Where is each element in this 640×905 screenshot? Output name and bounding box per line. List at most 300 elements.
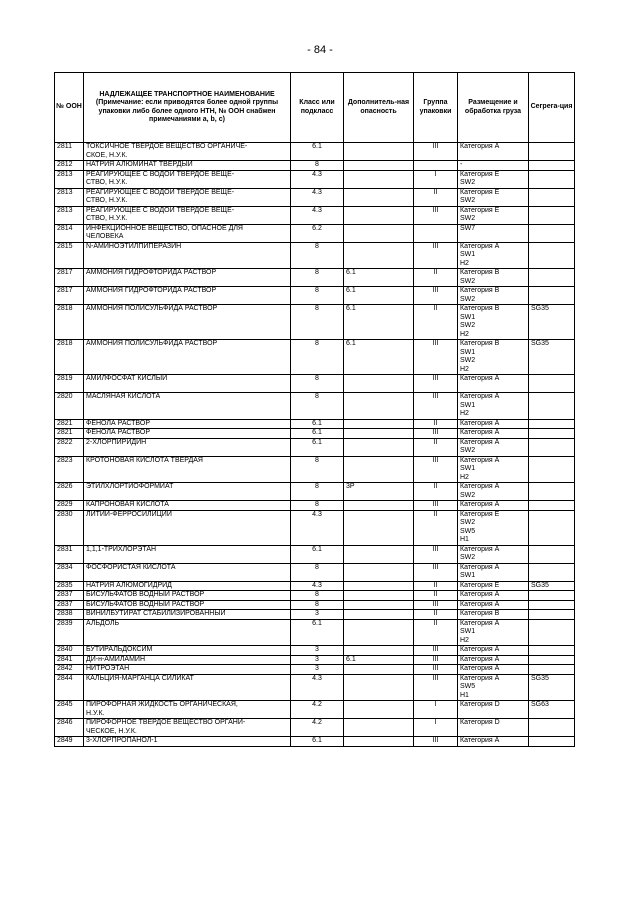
cell-shipping-name-line: НИТРОЭТАН	[86, 665, 130, 672]
cell-stowage-line: Категория A	[460, 419, 500, 427]
cell-stowage-line: Категория A	[460, 646, 500, 653]
cell-un-number: 2844	[55, 674, 84, 701]
cell-un-number: 2834	[55, 563, 84, 581]
cell-stowage-line: Категория E	[460, 170, 500, 178]
cell-class: 8	[291, 393, 344, 420]
table-row	[55, 419, 575, 429]
cell-un-number: 2814	[55, 224, 84, 242]
cell-shipping-name-line: N-АМИНОЭТИЛПИПЕРАЗИН	[86, 242, 182, 250]
cell-stowage-line: H2	[460, 330, 469, 338]
cell-class: 4.2	[291, 719, 344, 737]
cell-shipping-name	[84, 429, 291, 439]
cell-stowage	[458, 269, 529, 287]
cell-segregation: SG35	[529, 581, 575, 591]
cell-shipping-name-line: БИСУЛЬФАТОВ ВОДНЫЙ РАСТВОР	[86, 600, 205, 608]
cell-segregation	[529, 646, 575, 656]
cell-stowage	[458, 600, 529, 610]
cell-segregation	[529, 563, 575, 581]
table-row	[55, 340, 575, 375]
cell-stowage-line: SW7	[460, 224, 476, 232]
cell-shipping-name	[84, 287, 291, 305]
cell-stowage-line: Категория A	[460, 242, 500, 250]
cell-segregation: SG35	[529, 674, 575, 701]
cell-class: 8	[291, 340, 344, 375]
cell-un-number: 2831	[55, 545, 84, 563]
cell-class: 6.1	[291, 143, 344, 161]
cell-shipping-name-line: ЧЕЛОВЕКА	[86, 233, 124, 240]
table-row	[55, 581, 575, 591]
cell-stowage	[458, 170, 529, 188]
cell-stowage-line: Категория A	[460, 143, 500, 150]
header-shipping-name-note: (Примечание: если приводятся более одной группы упаковки либо более одного НТН, № ООН снабжен примечаниями a, b, c)	[95, 99, 279, 123]
cell-shipping-name-line: БУТИРАЛЬДОКСИМ	[86, 646, 153, 653]
cell-stowage-line: SW2	[460, 215, 476, 222]
cell-shipping-name	[84, 438, 291, 456]
cell-segregation	[529, 429, 575, 439]
cell-stowage-line: SW5	[460, 527, 476, 535]
cell-segregation: SG35	[529, 340, 575, 375]
cell-stowage-line: SW2	[460, 295, 476, 303]
cell-un-number: 2826	[55, 483, 84, 501]
cell-shipping-name-line: НАТРИЯ АЛЮМОГИДРИД	[86, 581, 172, 589]
cell-shipping-name	[84, 619, 291, 646]
cell-shipping-name-line: ЭТИЛХЛОРТИОФОРМИАТ	[86, 483, 174, 490]
cell-stowage-line: SW2	[460, 491, 476, 499]
cell-shipping-name-line: ИНФЕКЦИОННОЕ ВЕЩЕСТВО, ОПАСНОЕ ДЛЯ	[86, 224, 243, 232]
cell-shipping-name-line: ВИНИЛБУТИРАТ СТАБИЛИЗИРОВАННЫЙ	[86, 610, 226, 617]
cell-shipping-name	[84, 269, 291, 287]
cell-class: 4.3	[291, 188, 344, 206]
cell-class: 8	[291, 591, 344, 601]
cell-stowage	[458, 581, 529, 591]
cell-subsidiary-risk	[344, 563, 414, 581]
cell-stowage	[458, 393, 529, 420]
cell-class: 4.3	[291, 510, 344, 545]
cell-stowage-line: Категория B	[460, 269, 500, 276]
cell-shipping-name	[84, 188, 291, 206]
cell-shipping-name-line: РЕАГИРУЮЩЕЕ С ВОДОЙ ТВЕРДОЕ ВЕЩЕ-	[86, 188, 235, 196]
cell-packing-group: III	[414, 375, 458, 393]
cell-un-number: 2819	[55, 375, 84, 393]
cell-stowage-line: H2	[460, 259, 469, 267]
cell-un-number: 2823	[55, 456, 84, 483]
table-row	[55, 143, 575, 161]
cell-packing-group: III	[414, 340, 458, 375]
cell-class: 4.3	[291, 674, 344, 701]
cell-stowage-line: -	[460, 161, 463, 168]
cell-packing-group: III	[414, 143, 458, 161]
cell-packing-group: II	[414, 438, 458, 456]
cell-subsidiary-risk	[344, 170, 414, 188]
cell-subsidiary-risk: 6.1	[344, 655, 414, 665]
cell-subsidiary-risk	[344, 161, 414, 171]
table-row	[55, 591, 575, 601]
cell-class: 6.1	[291, 737, 344, 747]
cell-segregation	[529, 419, 575, 429]
cell-packing-group: III	[414, 665, 458, 675]
cell-segregation	[529, 456, 575, 483]
cell-class: 8	[291, 483, 344, 501]
cell-segregation	[529, 510, 575, 545]
cell-stowage-line: Категория B	[460, 340, 500, 347]
cell-shipping-name-line: АММОНИЯ ГИДРОФТОРИДА РАСТВОР	[86, 287, 217, 294]
cell-class: 6.1	[291, 545, 344, 563]
cell-packing-group: II	[414, 483, 458, 501]
cell-packing-group: II	[414, 305, 458, 340]
dangerous-goods-table	[54, 72, 575, 747]
cell-shipping-name	[84, 655, 291, 665]
cell-stowage-line: Категория A	[460, 674, 500, 682]
table-row	[55, 719, 575, 737]
cell-segregation	[529, 287, 575, 305]
cell-segregation	[529, 393, 575, 420]
cell-subsidiary-risk: 6.1	[344, 269, 414, 287]
cell-shipping-name-line: СТВО, Н.У.К.	[86, 215, 128, 222]
table-row	[55, 563, 575, 581]
table-row	[55, 438, 575, 456]
cell-packing-group	[414, 224, 458, 242]
cell-shipping-name-line: АММОНИЯ ПОЛИСУЛЬФИДА РАСТВОР	[86, 305, 218, 312]
cell-shipping-name	[84, 242, 291, 269]
cell-packing-group: II	[414, 591, 458, 601]
cell-un-number: 2818	[55, 340, 84, 375]
cell-packing-group: III	[414, 501, 458, 511]
cell-stowage	[458, 429, 529, 439]
cell-stowage-line: SW1	[460, 572, 476, 579]
cell-un-number: 2839	[55, 619, 84, 646]
cell-segregation	[529, 375, 575, 393]
cell-stowage-line: Категория D	[460, 701, 500, 708]
cell-shipping-name	[84, 545, 291, 563]
cell-segregation	[529, 483, 575, 501]
cell-stowage-line: Категория A	[460, 456, 500, 464]
cell-packing-group: III	[414, 737, 458, 747]
cell-shipping-name-line: ФОСФОРИСТАЯ КИСЛОТА	[86, 563, 176, 571]
cell-stowage-line: SW1	[460, 348, 476, 356]
cell-stowage	[458, 665, 529, 675]
cell-subsidiary-risk	[344, 545, 414, 563]
cell-shipping-name	[84, 719, 291, 737]
cell-segregation	[529, 161, 575, 171]
cell-un-number: 2815	[55, 242, 84, 269]
cell-stowage	[458, 483, 529, 501]
cell-un-number: 2838	[55, 610, 84, 620]
cell-un-number: 2829	[55, 501, 84, 511]
table-row	[55, 701, 575, 719]
cell-stowage-line: Категория E	[460, 510, 500, 518]
cell-packing-group: III	[414, 242, 458, 269]
header-un-number: № ООН	[55, 73, 84, 143]
cell-stowage	[458, 646, 529, 656]
table-row	[55, 737, 575, 747]
cell-stowage-line: Категория B	[460, 287, 500, 294]
cell-stowage	[458, 510, 529, 545]
header-subsidiary-risk: Дополнитель-ная опасность	[344, 73, 414, 143]
cell-shipping-name-line: ПИРОФОРНОЕ ТВЕРДОЕ ВЕЩЕСТВО ОРГАНИ-	[86, 719, 246, 726]
cell-segregation	[529, 170, 575, 188]
table-row	[55, 206, 575, 224]
cell-packing-group: II	[414, 419, 458, 429]
cell-un-number: 2813	[55, 188, 84, 206]
cell-stowage	[458, 340, 529, 375]
cell-packing-group: I	[414, 701, 458, 719]
cell-shipping-name-line: ТОКСИЧНОЕ ТВЕРДОЕ ВЕЩЕСТВО ОРГАНИЧЕ-	[86, 143, 248, 150]
cell-shipping-name-line: 1,1,1-ТРИХЛОРЭТАН	[86, 545, 157, 553]
cell-stowage-line: H1	[460, 691, 469, 699]
cell-stowage-line: SW2	[460, 322, 476, 329]
cell-stowage-line: Категория A	[460, 655, 500, 663]
table-row	[55, 375, 575, 393]
cell-class: 6.1	[291, 419, 344, 429]
cell-stowage-line: SW1	[460, 628, 476, 635]
cell-stowage-line: Категория A	[460, 483, 500, 490]
table-row	[55, 305, 575, 340]
cell-subsidiary-risk	[344, 610, 414, 620]
cell-packing-group: III	[414, 456, 458, 483]
cell-un-number: 2841	[55, 655, 84, 665]
cell-un-number: 2842	[55, 665, 84, 675]
cell-shipping-name	[84, 600, 291, 610]
cell-packing-group: III	[414, 563, 458, 581]
cell-un-number: 2846	[55, 719, 84, 737]
cell-class: 4.2	[291, 701, 344, 719]
table-row	[55, 655, 575, 665]
table-row	[55, 287, 575, 305]
cell-stowage	[458, 206, 529, 224]
cell-packing-group: III	[414, 674, 458, 701]
cell-subsidiary-risk	[344, 438, 414, 456]
table-row	[55, 269, 575, 287]
cell-stowage-line: Категория A	[460, 563, 500, 571]
cell-subsidiary-risk	[344, 619, 414, 646]
cell-shipping-name-line: ЛИТИЙ-ФЕРРОСИЛИЦИЙ	[86, 510, 172, 518]
cell-subsidiary-risk	[344, 665, 414, 675]
cell-shipping-name-line: КАПРОНОВАЯ КИСЛОТА	[86, 501, 169, 508]
cell-segregation	[529, 655, 575, 665]
cell-segregation	[529, 501, 575, 511]
cell-shipping-name-line: 3-ХЛОРПРОПАНОЛ-1	[86, 737, 158, 744]
cell-subsidiary-risk	[344, 206, 414, 224]
cell-class: 6.1	[291, 429, 344, 439]
cell-stowage-line: Категория A	[460, 665, 500, 672]
cell-stowage-line	[460, 384, 526, 393]
table-row	[55, 501, 575, 511]
cell-class: 8	[291, 242, 344, 269]
cell-shipping-name	[84, 674, 291, 701]
cell-subsidiary-risk	[344, 510, 414, 545]
header-class: Класс или подкласс	[291, 73, 344, 143]
cell-shipping-name	[84, 501, 291, 511]
cell-stowage	[458, 619, 529, 646]
cell-class: 3	[291, 655, 344, 665]
cell-stowage-line: SW2	[460, 277, 476, 285]
cell-stowage-line: SW2	[460, 554, 476, 561]
cell-stowage-line: Категория A	[460, 600, 500, 608]
cell-segregation: SG63	[529, 701, 575, 719]
cell-shipping-name-line: КАЛЬЦИЯ-МАРГАНЦА СИЛИКАТ	[86, 674, 194, 682]
cell-un-number: 2830	[55, 510, 84, 545]
cell-stowage	[458, 188, 529, 206]
cell-shipping-name-line: СТВО, Н.У.К.	[86, 197, 128, 204]
header-packing-group: Группа упаковки	[414, 73, 458, 143]
cell-packing-group: III	[414, 545, 458, 563]
table-row	[55, 224, 575, 242]
cell-segregation	[529, 206, 575, 224]
table-row	[55, 456, 575, 483]
cell-stowage-line: Категория A	[460, 737, 500, 744]
cell-packing-group: II	[414, 581, 458, 591]
cell-shipping-name-line: РЕАГИРУЮЩЕЕ С ВОДОЙ ТВЕРДОЕ ВЕЩЕ-	[86, 170, 235, 178]
cell-subsidiary-risk	[344, 419, 414, 429]
cell-stowage-line: SW1	[460, 465, 476, 472]
table-row	[55, 483, 575, 501]
table-row	[55, 600, 575, 610]
cell-shipping-name-line: СТВО, Н.У.К.	[86, 179, 128, 186]
cell-subsidiary-risk	[344, 224, 414, 242]
table-row	[55, 610, 575, 620]
cell-segregation	[529, 545, 575, 563]
table-header-row	[55, 73, 575, 143]
cell-packing-group: II	[414, 610, 458, 620]
cell-segregation	[529, 438, 575, 456]
cell-un-number: 2817	[55, 287, 84, 305]
cell-shipping-name	[84, 305, 291, 340]
cell-class: 8	[291, 269, 344, 287]
cell-shipping-name	[84, 161, 291, 171]
cell-class: 3	[291, 610, 344, 620]
cell-stowage-line: SW1	[460, 401, 476, 409]
cell-stowage	[458, 375, 529, 393]
cell-shipping-name	[84, 646, 291, 656]
cell-stowage-line: SW1	[460, 313, 476, 321]
cell-stowage-line: Категория A	[460, 375, 500, 382]
cell-shipping-name	[84, 591, 291, 601]
cell-stowage	[458, 591, 529, 601]
cell-class: 4.3	[291, 206, 344, 224]
cell-subsidiary-risk	[344, 501, 414, 511]
cell-subsidiary-risk: 6.1	[344, 287, 414, 305]
cell-packing-group: II	[414, 510, 458, 545]
cell-subsidiary-risk	[344, 674, 414, 701]
cell-segregation: SG35	[529, 305, 575, 340]
cell-shipping-name	[84, 665, 291, 675]
cell-packing-group: I	[414, 170, 458, 188]
cell-shipping-name	[84, 419, 291, 429]
cell-stowage-line: Категория A	[460, 619, 500, 627]
cell-stowage-line: Категория B	[460, 305, 500, 312]
cell-shipping-name	[84, 143, 291, 161]
table-row	[55, 429, 575, 439]
cell-stowage-line: SW2	[460, 197, 476, 204]
cell-shipping-name-line: Н.У.К.	[86, 709, 105, 717]
table-body	[55, 143, 575, 747]
cell-un-number: 2849	[55, 737, 84, 747]
cell-stowage-line: Категория E	[460, 188, 500, 196]
cell-shipping-name	[84, 206, 291, 224]
cell-shipping-name	[84, 340, 291, 375]
table-row	[55, 646, 575, 656]
cell-un-number: 2821	[55, 429, 84, 439]
cell-subsidiary-risk	[344, 393, 414, 420]
cell-class: 8	[291, 456, 344, 483]
cell-un-number: 2811	[55, 143, 84, 161]
header-shipping-name-title: НАДЛЕЖАЩЕЕ ТРАНСПОРТНОЕ НАИМЕНОВАНИЕ	[99, 91, 275, 99]
cell-segregation	[529, 619, 575, 646]
cell-shipping-name	[84, 581, 291, 591]
cell-shipping-name-line: ФЕНОЛА РАСТВОР	[86, 419, 150, 427]
cell-shipping-name-line: ПИРОФОРНАЯ ЖИДКОСТЬ ОРГАНИЧЕСКАЯ,	[86, 701, 238, 708]
cell-shipping-name	[84, 610, 291, 620]
cell-class: 6.1	[291, 438, 344, 456]
cell-stowage-line: H1	[460, 536, 469, 543]
cell-class: 6.2	[291, 224, 344, 242]
cell-shipping-name-line: ЧЕСКОЕ, Н.У.К.	[86, 727, 137, 735]
cell-subsidiary-risk	[344, 581, 414, 591]
cell-class: 3	[291, 665, 344, 675]
cell-shipping-name	[84, 170, 291, 188]
table-row	[55, 170, 575, 188]
cell-shipping-name-line: РЕАГИРУЮЩЕЕ С ВОДОЙ ТВЕРДОЕ ВЕЩЕ-	[86, 206, 235, 214]
cell-stowage	[458, 719, 529, 737]
cell-subsidiary-risk: 3P	[344, 483, 414, 501]
cell-packing-group: III	[414, 429, 458, 439]
cell-packing-group: II	[414, 188, 458, 206]
cell-class: 8	[291, 600, 344, 610]
cell-stowage	[458, 161, 529, 171]
cell-stowage	[458, 287, 529, 305]
cell-shipping-name-line: АМИЛФОСФАТ КИСЛЫЙ	[86, 375, 168, 382]
cell-un-number: 2813	[55, 206, 84, 224]
cell-stowage-line: Категория A	[460, 591, 500, 598]
cell-subsidiary-risk	[344, 242, 414, 269]
cell-stowage-line: Категория A	[460, 429, 500, 436]
cell-un-number: 2818	[55, 305, 84, 340]
cell-shipping-name	[84, 737, 291, 747]
cell-un-number: 2837	[55, 591, 84, 601]
cell-class: 8	[291, 161, 344, 171]
cell-segregation	[529, 224, 575, 242]
cell-un-number: 2812	[55, 161, 84, 171]
table-row	[55, 242, 575, 269]
cell-stowage	[458, 242, 529, 269]
cell-un-number: 2837	[55, 600, 84, 610]
cell-stowage	[458, 655, 529, 665]
cell-subsidiary-risk	[344, 456, 414, 483]
table-row	[55, 161, 575, 171]
cell-stowage-line: SW2	[460, 447, 476, 454]
cell-stowage-line: Категория B	[460, 610, 500, 617]
cell-segregation	[529, 719, 575, 737]
cell-shipping-name	[84, 224, 291, 242]
cell-segregation	[529, 188, 575, 206]
cell-shipping-name	[84, 375, 291, 393]
cell-shipping-name-line: МАСЛЯНАЯ КИСЛОТА	[86, 393, 161, 400]
cell-segregation	[529, 665, 575, 675]
cell-subsidiary-risk	[344, 737, 414, 747]
cell-stowage	[458, 419, 529, 429]
cell-stowage	[458, 674, 529, 701]
cell-stowage-line: SW2	[460, 357, 476, 364]
cell-class: 8	[291, 287, 344, 305]
cell-un-number: 2845	[55, 701, 84, 719]
cell-stowage	[458, 563, 529, 581]
cell-subsidiary-risk	[344, 600, 414, 610]
cell-shipping-name-line: ДИ-н-АМИЛАМИН	[86, 655, 146, 663]
cell-packing-group: III	[414, 646, 458, 656]
cell-segregation	[529, 591, 575, 601]
cell-class: 3	[291, 646, 344, 656]
cell-subsidiary-risk	[344, 188, 414, 206]
